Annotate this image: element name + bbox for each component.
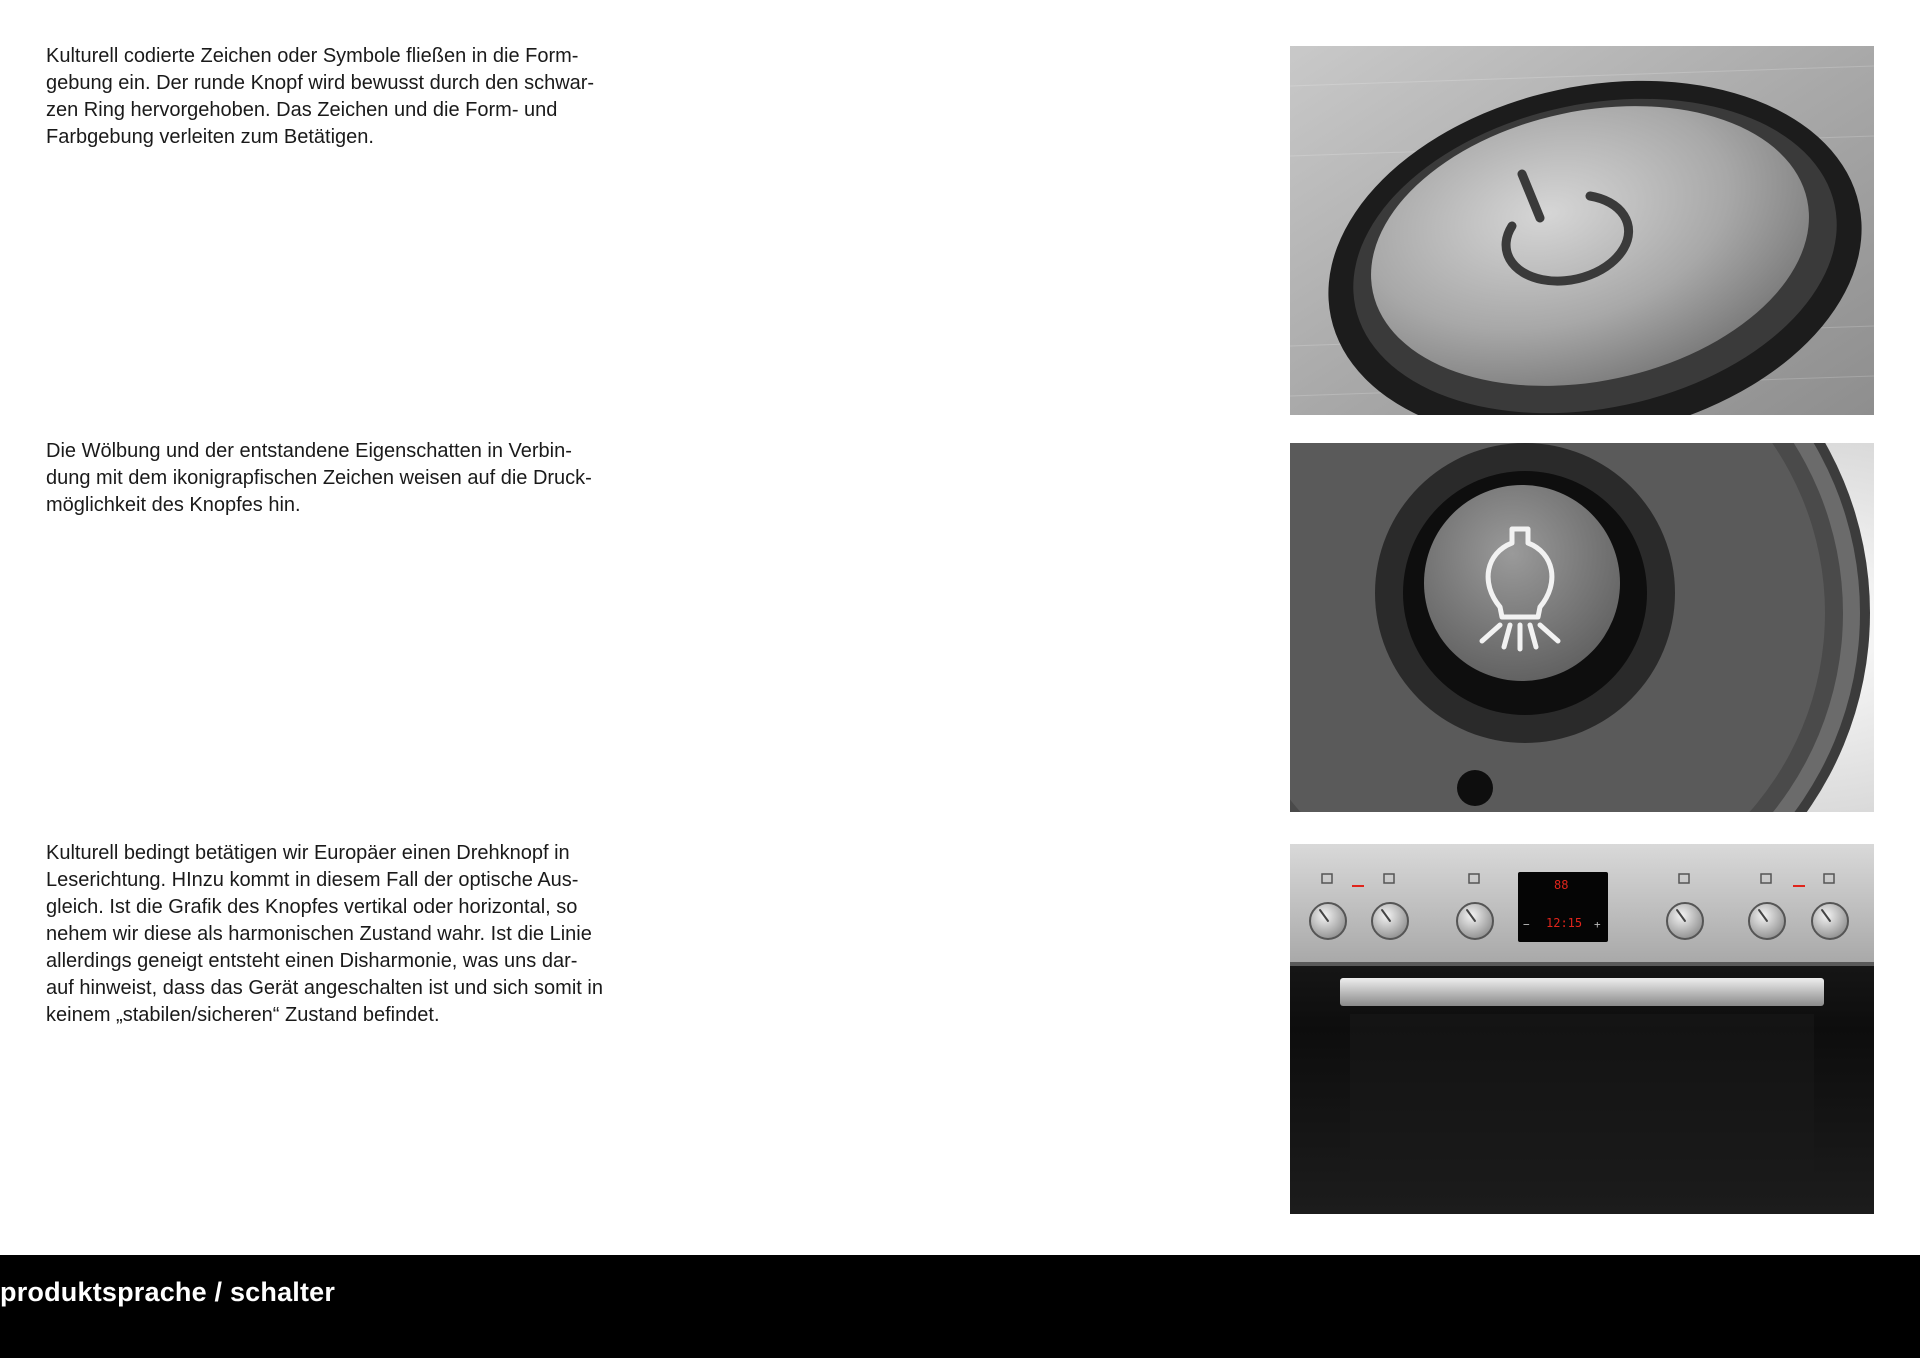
text-line: möglichkeit des Knopfes hin.: [46, 494, 301, 516]
text-line: keinem „stabilen/sicheren“ Zustand befindet.: [46, 1004, 440, 1026]
oven-display-time: 12:15: [1546, 916, 1583, 930]
oven-display-top: 88: [1554, 878, 1569, 892]
oven-panel-photo: [1290, 844, 1874, 1214]
text-block-rotary-knobs: [46, 840, 646, 1029]
text-line: zen Ring hervorgehoben. Das Zeichen und die Form- und: [46, 99, 558, 121]
page-title: produktsprache / schalter: [0, 1277, 336, 1307]
text-line: gebung ein. Der runde Knopf wird bewusst durch den schwar-: [46, 72, 595, 94]
text-line: Leserichtung. HInzu kommt in diesem Fall der optische Aus-: [46, 869, 579, 891]
text-block-light-button: [46, 438, 646, 519]
text-line: auf hinweist, dass das Gerät angeschalten ist und sich somit in: [46, 977, 603, 999]
text-line: Kulturell bedingt betätigen wir Europäer einen Drehknopf in: [46, 842, 570, 864]
text-line: Farbgebung verleiten zum Betätigen.: [46, 126, 374, 148]
text-line: dung mit dem ikonigrapfischen Zeichen weisen auf die Druck-: [46, 467, 592, 489]
text-line: Die Wölbung und der entstandene Eigenschatten in Verbin-: [46, 440, 572, 462]
footer-bar: [0, 1255, 1920, 1358]
text-line: gleich. Ist die Grafik des Knopfes vertikal oder horizontal, so: [46, 896, 578, 918]
oven-display-plus: +: [1594, 918, 1601, 931]
light-button-photo: [1290, 443, 1874, 812]
text-block-power-button: [46, 43, 646, 151]
text-line: Kulturell codierte Zeichen oder Symbole fließen in die Form-: [46, 45, 579, 67]
text-line: allerdings geneigt entsteht einen Disharmonie, was uns dar-: [46, 950, 578, 972]
power-button-photo: [1290, 46, 1874, 415]
oven-display-minus: −: [1523, 918, 1530, 931]
oven-display-panel: [1518, 872, 1608, 942]
text-line: nehem wir diese als harmonischen Zustand wahr. Ist die Linie: [46, 923, 592, 945]
